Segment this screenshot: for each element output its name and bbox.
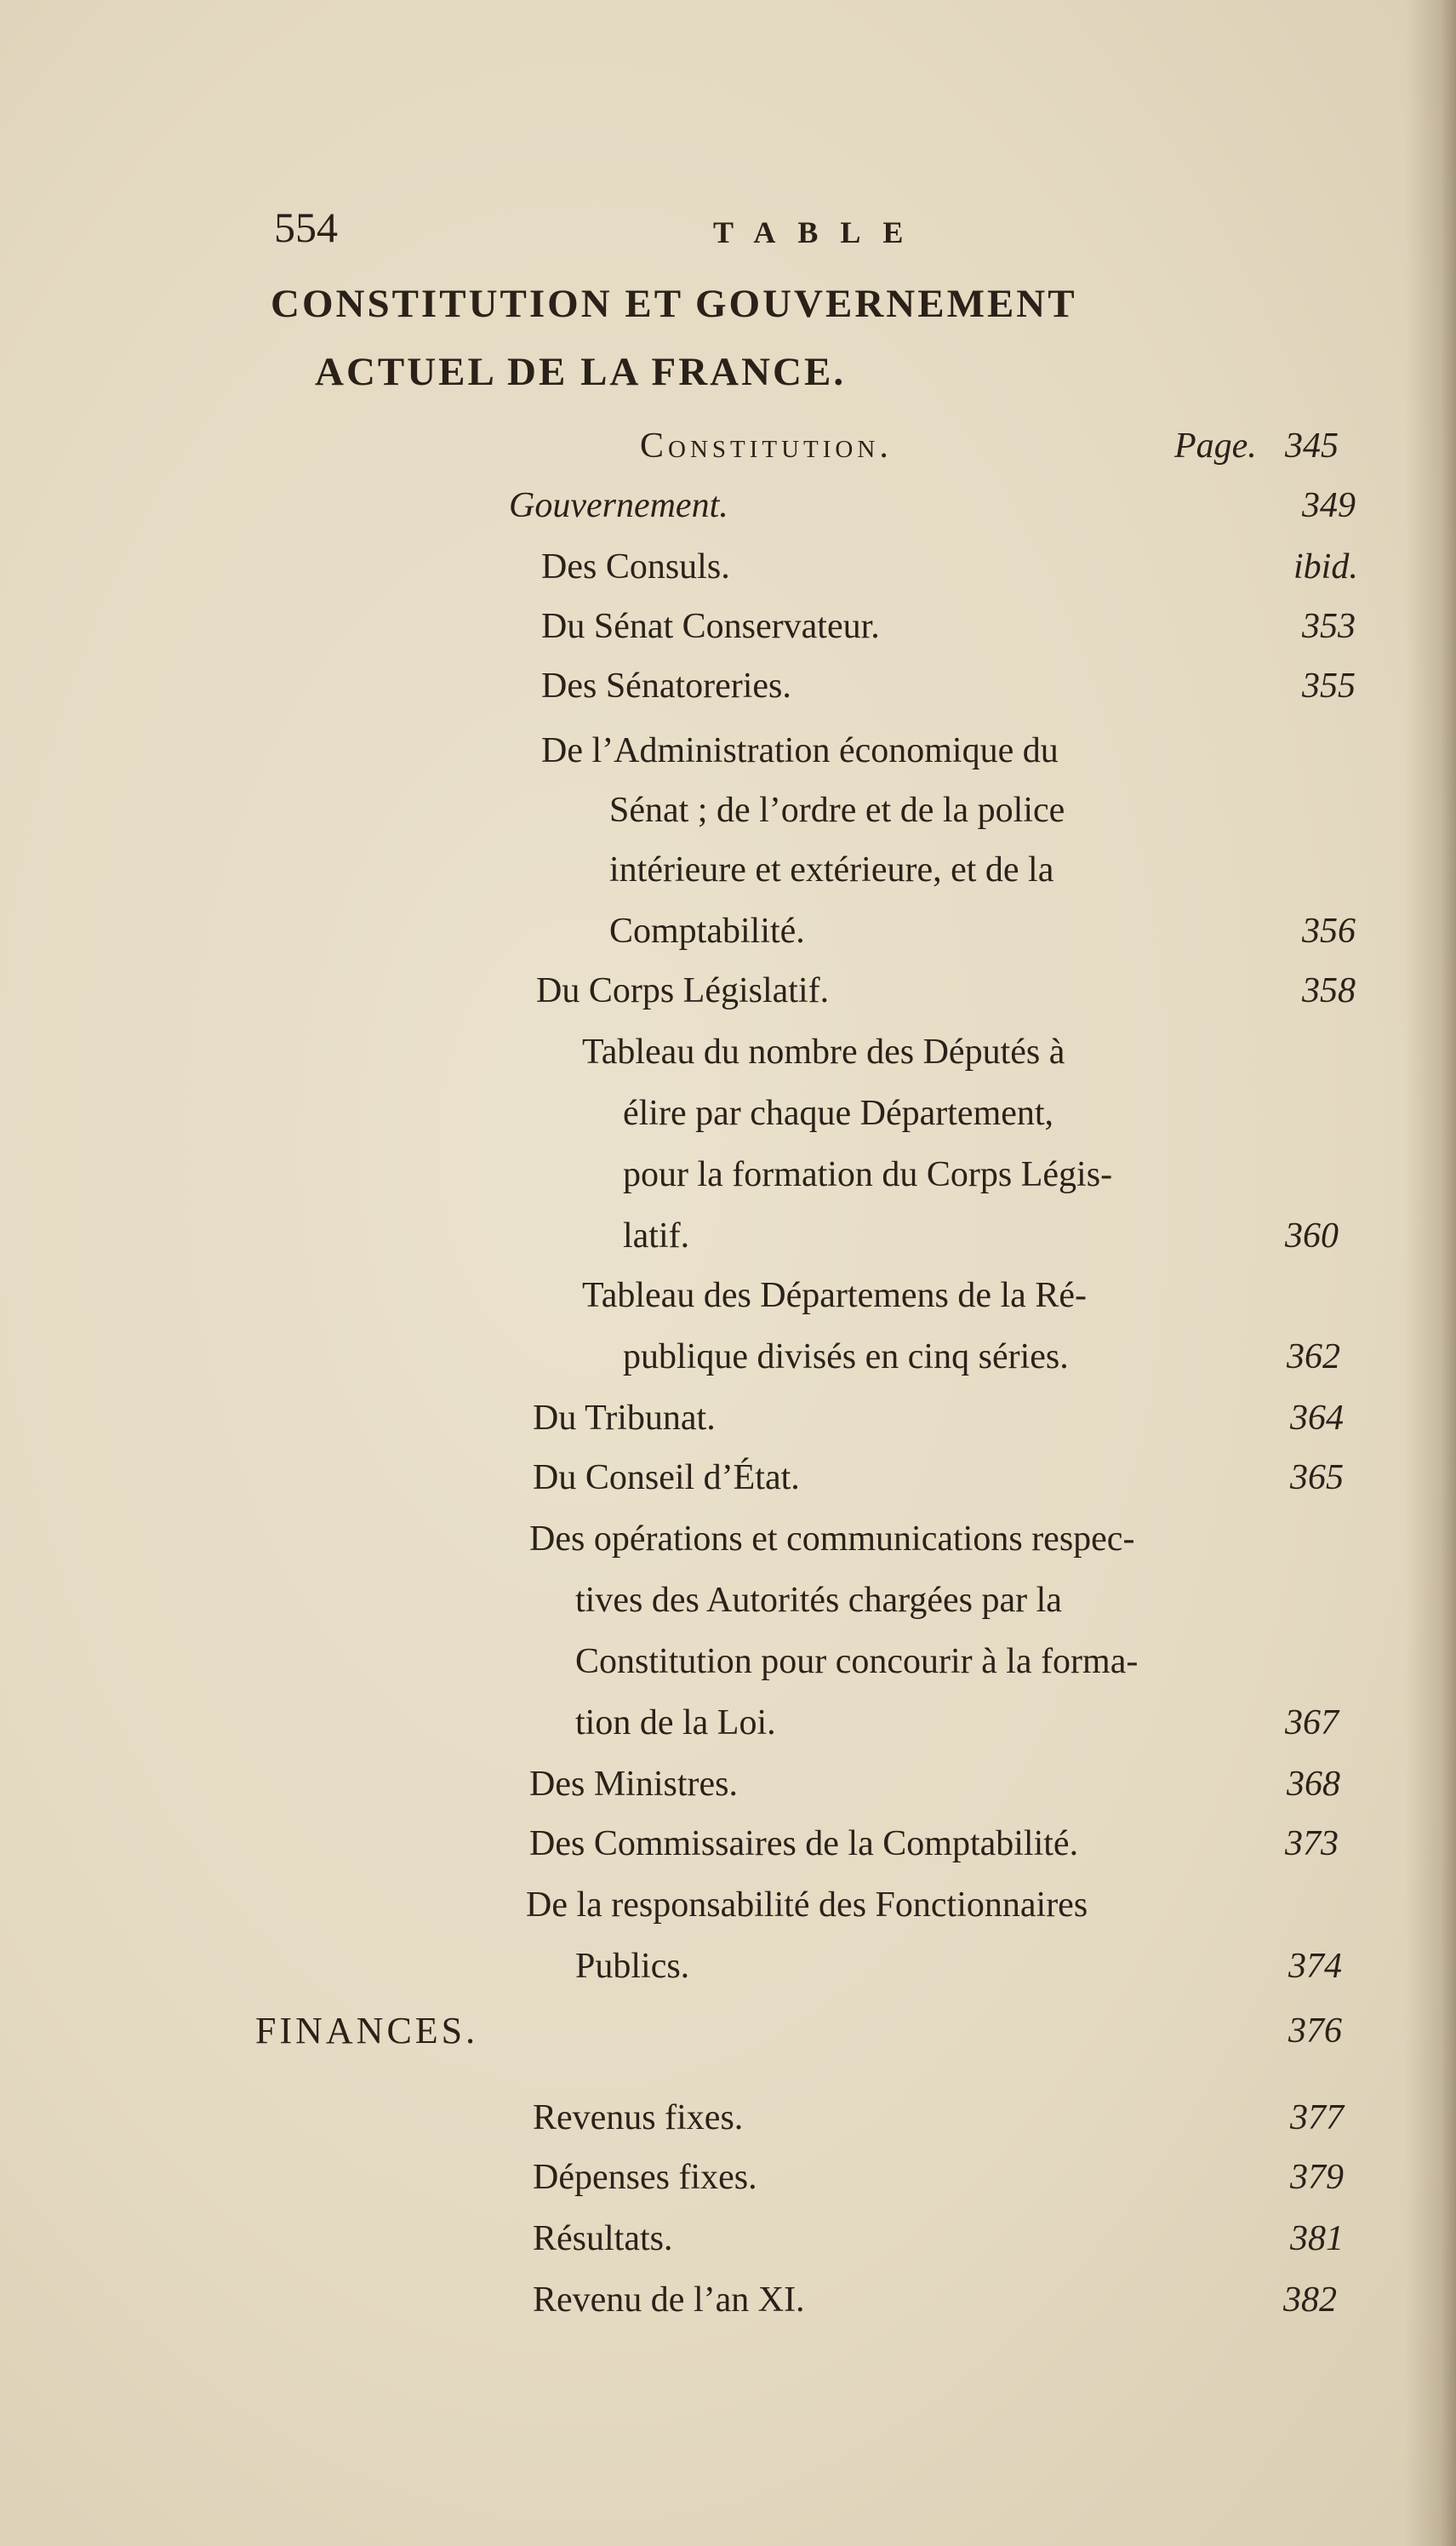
toc-entry-line: Publics. [575, 1947, 690, 1986]
toc-entry: Du Tribunat. [533, 1399, 716, 1438]
toc-page-number: 358 [1302, 971, 1356, 1010]
toc-entry: Des Sénatoreries. [541, 667, 791, 706]
toc-page-number: 376 [1288, 2011, 1342, 2051]
toc-page-number: 377 [1290, 2098, 1344, 2137]
toc-page-number: 356 [1302, 912, 1356, 951]
toc-entry: Du Conseil d’État. [533, 1458, 800, 1497]
toc-page-number: 362 [1287, 1337, 1340, 1376]
section-title-line-1: CONSTITUTION ET GOUVERNEMENT [271, 282, 1077, 326]
toc-page-number: 364 [1290, 1399, 1344, 1438]
toc-entry: Revenu de l’an XI. [533, 2280, 805, 2320]
toc-page-number: 345 [1285, 426, 1339, 466]
toc-entry-line: Sénat ; de l’ordre et de la police [609, 791, 1065, 830]
toc-entry-line: tion de la Loi. [575, 1703, 776, 1742]
toc-page-number: 382 [1283, 2280, 1337, 2320]
toc-page-number: 365 [1290, 1458, 1344, 1497]
toc-page-number: 353 [1302, 607, 1356, 646]
toc-page-number: 379 [1290, 2158, 1344, 2197]
toc-entry-line: tives des Autorités chargées par la [575, 1581, 1062, 1620]
toc-entry-line: De l’Administration économique du [541, 731, 1059, 770]
section-title-line-2: ACTUEL DE LA FRANCE. [315, 350, 847, 394]
toc-entry: Résultats. [533, 2219, 673, 2258]
toc-entry: Du Corps Législatif. [536, 971, 830, 1010]
finances-heading: FINANCES. [255, 2010, 479, 2051]
toc-entry-line: élire par chaque Département, [623, 1094, 1054, 1133]
toc-entry-line: De la responsabilité des Fonctionnaires [526, 1885, 1088, 1925]
toc-entry-gouvernement: Gouvernement. [509, 486, 728, 525]
toc-page-number: 355 [1302, 667, 1356, 706]
toc-page-number: 349 [1302, 486, 1356, 525]
toc-page-number: 368 [1287, 1765, 1340, 1804]
toc-page-number: ibid. [1293, 547, 1358, 586]
page-edge-shadow [1405, 0, 1456, 2546]
toc-entry: Des Commissaires de la Comptabilité. [529, 1824, 1079, 1863]
toc-page-number: 360 [1285, 1216, 1339, 1256]
toc-page-number: 373 [1285, 1824, 1339, 1863]
toc-entry-line: latif. [623, 1216, 690, 1256]
toc-entry: Du Sénat Conservateur. [541, 607, 880, 646]
toc-entry-line: intérieure et extérieure, et de la [609, 850, 1054, 890]
toc-entry: Dépenses fixes. [533, 2158, 757, 2197]
toc-entry-line: pour la formation du Corps Légis- [623, 1155, 1113, 1194]
toc-entry-line: Des opérations et communications respec- [529, 1519, 1135, 1559]
toc-entry-line: Comptabilité. [609, 912, 805, 951]
page-label: Page. [1174, 426, 1257, 466]
toc-page-number: 381 [1290, 2219, 1344, 2258]
toc-entry: Revenus fixes. [533, 2098, 744, 2137]
toc-entry-line: publique divisés en cinq séries. [623, 1337, 1069, 1376]
toc-entry: Des Ministres. [529, 1765, 738, 1804]
toc-page-number: 374 [1288, 1947, 1342, 1986]
toc-entry-line: Tableau du nombre des Députés à [582, 1033, 1065, 1072]
toc-entry-constitution: Constitution. [640, 426, 893, 466]
running-head: TABLE [713, 215, 926, 249]
toc-entry-line: Tableau des Départemens de la Ré- [582, 1276, 1087, 1315]
toc-entry: Des Consuls. [541, 547, 730, 586]
toc-page-number: 367 [1285, 1703, 1339, 1742]
toc-entry-line: Constitution pour concourir à la forma- [575, 1642, 1139, 1681]
page-number: 554 [274, 203, 338, 251]
